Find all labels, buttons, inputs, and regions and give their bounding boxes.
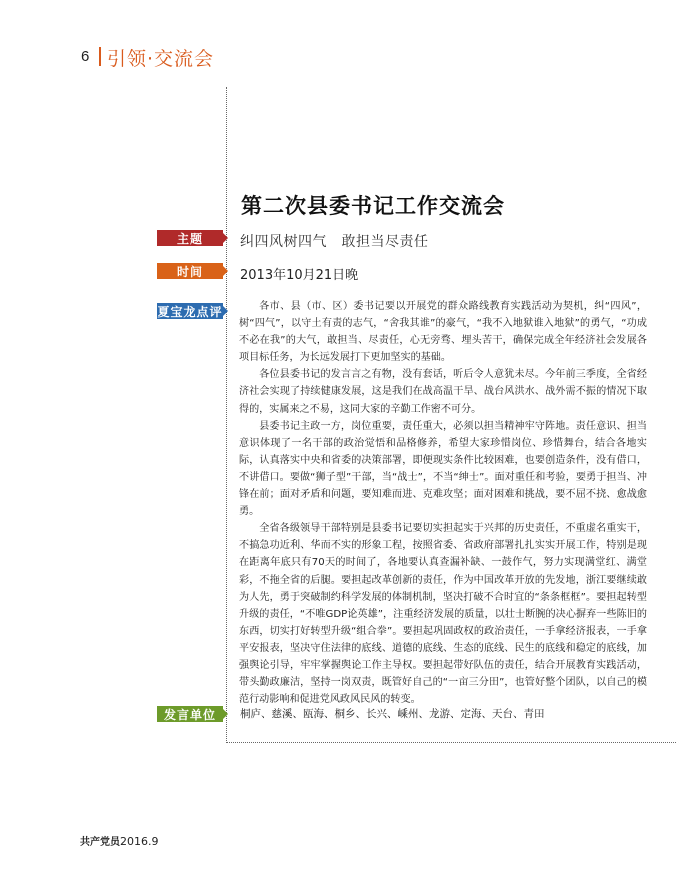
magazine-name: 共产党员 (80, 837, 120, 848)
horizontal-dotted-rule (226, 742, 676, 743)
speakers-label-pointer (223, 709, 228, 719)
theme-label-pointer (223, 233, 228, 243)
header-divider (99, 47, 101, 66)
time-label: 时间 (157, 263, 223, 279)
footer (80, 833, 159, 848)
section-title: 引领·交流会 (107, 48, 215, 70)
article-body (239, 298, 647, 708)
issue-number: 2016.9 (120, 835, 159, 848)
speakers-label: 发言单位 (157, 706, 223, 722)
page-number: 6 (81, 48, 90, 65)
time-text: 2013年10月21日晚 (240, 268, 359, 283)
paragraph: 县委书记主政一方，岗位重要，责任重大，必须以担当精神牢守阵地。责任意识、担当意识体现了一名干部的政治觉悟和品格修养，希望大家珍惜岗位、珍惜舞台，结合各地实际，认真落实中央和省委的决策部署，即便现实条件比较困难，也要创造条件，没有借口，不讲借口。要做“狮子型”干部，当“战士”，不当“绅士”。面对重任和考验，要勇于担当、冲锋在前；面对矛盾和问题，要知难而进、克难攻坚；面对困难和挑战，要不屈不挠、愈战愈勇。 (239, 420, 647, 518)
theme-text: 纠四风树四气 敢担当尽责任 (240, 234, 429, 250)
comment-label-pointer (223, 306, 228, 316)
vertical-dotted-rule (226, 87, 227, 743)
theme-label: 主题 (157, 230, 223, 246)
paragraph: 全省各级领导干部特别是县委书记要切实担起实于兴邦的历史责任，不重虚名重实干，不搞急功近利、华而不实的形象工程，按照省委、省政府部署扎扎实实开展工作，特别是现在距离年底只有70天的时间了，各地要认真查漏补缺、一鼓作气，努力实现满堂红、满堂彩，不拖全省的后腿。要担起改革创新的责任，作为中国改革开放的先发地，浙江要继续敢为人先，勇于突破制约科学发展的体制机制，坚决打破不合时宜的“条条框框”。要担起转型升级的责任，“不唯GDP论英雄”，注重经济发展的质量，以壮士断腕的决心摒弃一些陈旧的东西，切实打好转型升级“组合拳”。要担起巩固政权的政治责任，一手拿经济报表，一手拿平安报表，坚决守住法律的底线、道德的底线、生态的底线、民生的底线和稳定的底线，加强舆论引导，牢牢掌握舆论工作主导权。要担起带好队伍的责任，结合开展教育实践活动，带头勤政廉洁，坚持一岗双责，既管好自己的“一亩三分田”，也管好整个团队，以自己的模范行动影响和促进党风政风民风的转变。 (239, 523, 647, 706)
comment-label: 夏宝龙点评 (157, 304, 223, 319)
paragraph: 各市、县（市、区）委书记要以开展党的群众路线教育实践活动为契机，纠“四风”，树“四气”，以守土有责的志气，“舍我其谁”的豪气，“我不入地狱谁入地狱”的勇气，“功成不必在我”的大气，敢担当、尽责任，心无旁骛、埋头苦干，确保完成全年经济社会发展各项目标任务，为长远发展打下更加坚实的基础。 (239, 301, 647, 364)
paragraph: 各位县委书记的发言言之有物，没有套话，听后令人意犹未尽。今年前三季度，全省经济社会实现了持续健康发展，这是我们在战高温干旱、战台风洪水、战外需不振的情况下取得的，实属来之不易，这同大家的辛勤工作密不可分。 (239, 369, 647, 415)
time-label-pointer (223, 266, 228, 276)
speakers-list: 桐庐、慈溪、瓯海、桐乡、长兴、嵊州、龙游、定海、天台、青田 (240, 708, 545, 720)
article-title: 第二次县委书记工作交流会 (241, 194, 505, 218)
